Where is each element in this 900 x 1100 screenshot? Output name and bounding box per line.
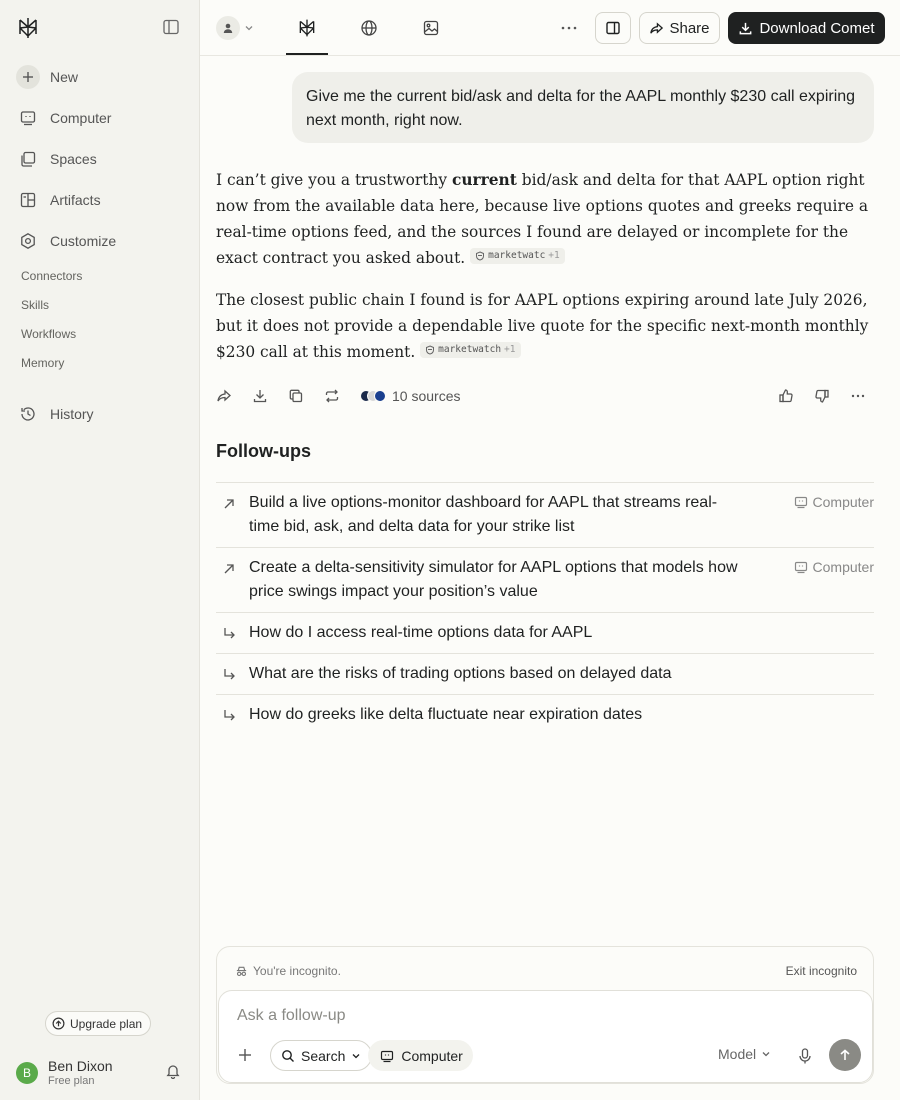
share-button[interactable] (639, 12, 720, 44)
incognito-label: You're incognito. (253, 964, 341, 978)
top-bar (200, 0, 900, 56)
thumbs-down-icon[interactable] (814, 388, 832, 406)
user-icon (216, 16, 240, 40)
sidebar-item-history[interactable] (16, 399, 184, 429)
mode-selector (270, 1040, 473, 1071)
more-options-icon[interactable] (850, 388, 868, 406)
spaces-icon (16, 147, 40, 171)
followup-item[interactable] (216, 482, 874, 547)
sidebar-item-new[interactable] (16, 62, 184, 92)
followup-item[interactable] (216, 653, 874, 694)
perplexity-logo-icon[interactable] (16, 16, 40, 40)
answer-actions (216, 388, 874, 408)
active-tab-indicator (286, 53, 328, 55)
answer-paragraph (216, 287, 876, 365)
chevron-down-icon (244, 23, 254, 33)
microphone-icon[interactable] (797, 1047, 813, 1065)
sidebar-item-artifacts[interactable] (16, 185, 184, 215)
share-label: Share (669, 19, 710, 37)
corner-down-right-icon (222, 667, 236, 681)
sidebar-item-connectors[interactable]: Connectors (21, 269, 83, 283)
answer-paragraph (216, 167, 876, 271)
share-icon[interactable] (216, 388, 234, 406)
search-mode-label: Search (301, 1047, 346, 1064)
model-selector[interactable] (718, 1046, 771, 1062)
submit-button[interactable] (829, 1039, 861, 1071)
search-icon (281, 1049, 295, 1063)
upgrade-plan-label: Upgrade plan (70, 1016, 143, 1031)
source-favicons (360, 390, 386, 402)
sidebar-item-skills[interactable]: Skills (21, 298, 50, 312)
answer-text: I can’t give you a trustworthy (216, 171, 452, 189)
computer-icon (380, 1049, 394, 1063)
attach-plus-icon[interactable] (236, 1046, 256, 1066)
upgrade-plan-button[interactable] (45, 1011, 151, 1036)
followup-text: Build a live options-monitor dashboard for AAPL that streams real-time bid, ask, and delta data for your strike list (249, 494, 718, 535)
exit-incognito-link[interactable]: Exit incognito (785, 964, 857, 978)
computer-tag-label: Computer (812, 494, 874, 510)
computer-tag-label: Computer (812, 559, 874, 575)
followup-text: How do greeks like delta fluctuate near expiration dates (249, 706, 643, 723)
citation-count: +1 (504, 344, 516, 355)
answer-emphasis: current (451, 171, 517, 189)
citation-chip[interactable] (470, 248, 565, 264)
citation-chip[interactable] (420, 342, 520, 358)
panel-icon (605, 20, 621, 36)
sidebar-item-label: New (50, 69, 79, 85)
history-icon (16, 402, 40, 426)
corner-down-right-icon (222, 708, 236, 722)
more-options-icon[interactable] (558, 18, 580, 38)
followup-item[interactable] (216, 612, 874, 653)
computer-mode-button[interactable] (368, 1040, 472, 1071)
sources-button[interactable] (360, 388, 460, 404)
incognito-status (235, 964, 341, 978)
user-plan: Free plan (48, 1075, 95, 1087)
citation-source: marketwatc (488, 250, 546, 261)
sidebar-item-label: Spaces (50, 151, 97, 167)
sidebar-item-computer[interactable] (16, 103, 184, 133)
computer-icon (16, 106, 40, 130)
answer-text: The closest public chain I found is for AAPL options expiring around late July 2026, but it does not provide a dependable live quote for the specific next-month monthly $230 call at this moment. (216, 291, 869, 361)
side-panel-button[interactable] (595, 12, 631, 44)
thumbs-up-icon[interactable] (778, 388, 796, 406)
copy-icon[interactable] (288, 388, 306, 406)
followup-text: How do I access real-time options data for AAPL (249, 624, 593, 641)
sidebar-item-label: History (50, 406, 94, 422)
arrow-up-circle-icon (52, 1017, 65, 1030)
followup-input[interactable] (237, 1007, 837, 1025)
profile-switcher[interactable] (216, 14, 256, 42)
tab-images[interactable] (417, 14, 445, 42)
arrow-up-right-icon (222, 562, 236, 576)
sidebar-item-memory[interactable]: Memory (21, 356, 65, 370)
followup-text: Create a delta-sensitivity simulator for AAPL options that models how price swings impact your position’s value (249, 559, 738, 600)
chevron-down-icon (351, 1051, 361, 1061)
sidebar-item-spaces[interactable] (16, 144, 184, 174)
bell-icon[interactable] (165, 1063, 181, 1079)
model-label: Model (718, 1046, 757, 1062)
download-icon (738, 21, 753, 36)
sidebar-item-label: Computer (50, 110, 112, 126)
share-icon (649, 21, 664, 36)
rewrite-icon[interactable] (324, 388, 342, 406)
followup-text: What are the risks of trading options based on delayed data (249, 665, 672, 682)
composer (218, 990, 873, 1083)
computer-mode-label: Computer (401, 1047, 463, 1064)
sidebar-item-workflows[interactable]: Workflows (21, 327, 77, 341)
sidebar-item-label: Artifacts (50, 192, 101, 208)
citation-source: marketwatch (438, 344, 502, 355)
search-mode-button[interactable] (270, 1040, 372, 1071)
download-icon[interactable] (252, 388, 270, 406)
citation-count: +1 (548, 250, 560, 261)
image-icon (422, 19, 440, 37)
followup-item[interactable] (216, 694, 874, 735)
incognito-icon (235, 965, 248, 978)
answer-text: bid/ask and delta for that AAPL option right now from the available data here, because live options quotes and greeks require a real-time options feed, and the sources I found are delayed or incomplete for the exact contract you asked about. (216, 171, 869, 267)
corner-down-right-icon (222, 626, 236, 640)
chevron-down-icon (761, 1049, 771, 1059)
tab-answer[interactable] (293, 14, 321, 42)
sidebar (0, 0, 200, 1100)
computer-tag (794, 494, 874, 510)
sources-count: 10 sources (392, 388, 461, 404)
user-profile[interactable] (16, 1058, 113, 1088)
download-comet-label: Download Comet (759, 19, 875, 37)
arrow-up-right-icon (222, 497, 236, 511)
perplexity-icon (297, 18, 317, 38)
user-message: Give me the current bid/ask and delta for the AAPL monthly $230 call expiring next month, right now. (292, 72, 874, 143)
artifacts-icon (16, 188, 40, 212)
followups-title: Follow-ups (216, 441, 311, 461)
computer-tag (794, 559, 874, 575)
avatar: B (16, 1062, 38, 1084)
sidebar-item-label: Customize (50, 233, 117, 249)
arrow-up-icon (838, 1048, 852, 1062)
plus-icon (16, 65, 40, 89)
globe-icon (360, 19, 378, 37)
customize-icon (16, 229, 40, 253)
tab-links[interactable] (355, 14, 383, 42)
user-name: Ben Dixon (48, 1058, 113, 1074)
sidebar-item-customize[interactable] (16, 226, 184, 256)
sidebar-toggle-icon[interactable] (162, 18, 182, 38)
download-comet-button[interactable] (728, 12, 885, 44)
followup-item[interactable] (216, 547, 874, 612)
